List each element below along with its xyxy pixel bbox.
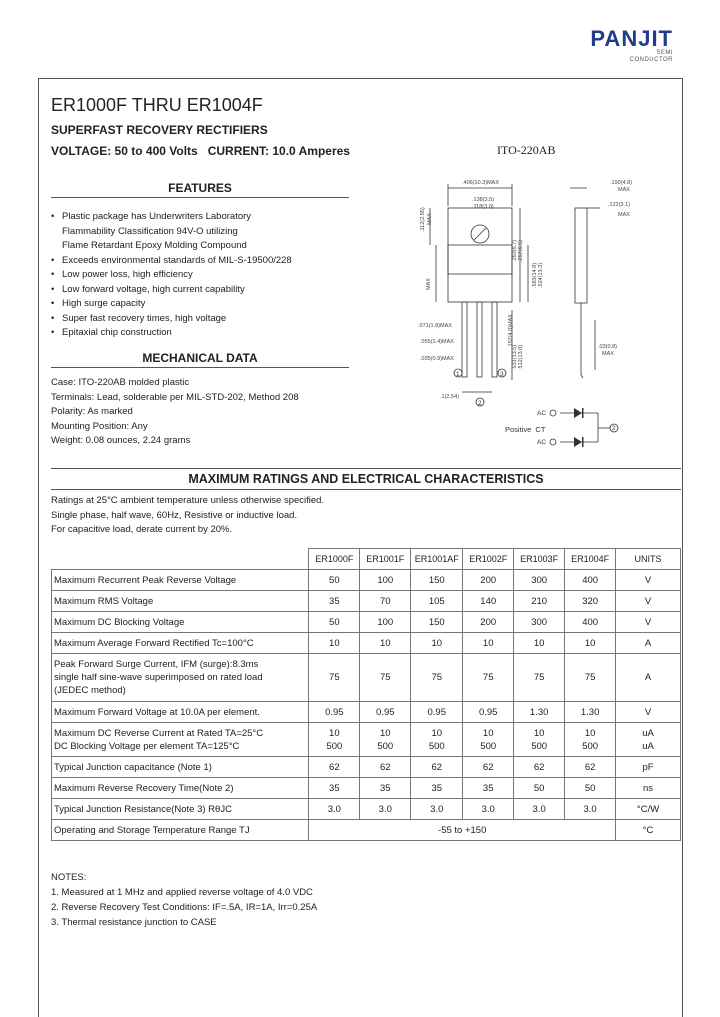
value-cell: 400: [565, 570, 616, 591]
value-cell: 200: [463, 612, 514, 633]
dim-label: .122(3.1): [608, 202, 631, 208]
dim-label: .524(13.3): [538, 262, 544, 288]
note-item: 3. Thermal resistance junction to CASE: [51, 917, 217, 928]
value-cell: 62: [463, 757, 514, 778]
unit-cell: V: [616, 591, 681, 612]
value-cell: 105: [411, 591, 463, 612]
ratings-intro: [51, 494, 324, 538]
feature-item: • Epitaxial chip construction: [51, 326, 292, 341]
note-item: 2. Reverse Recovery Test Conditions: IF=.5A, IR=1A, Irr=0.25A: [51, 902, 318, 913]
value-cell: 35: [309, 591, 360, 612]
col-header: ER1000F: [309, 549, 360, 570]
value-cell: 50: [565, 778, 616, 799]
unit-cell: °C: [616, 820, 681, 841]
feature-item: • Exceeds environmental standards of MIL-S-19500/228: [51, 254, 292, 269]
dim-label: .071(1.8)MAX: [418, 323, 452, 329]
value-cell: -55 to +150: [309, 820, 616, 841]
schematic-common-label: 2: [612, 425, 616, 432]
value-cell: 50: [514, 778, 565, 799]
lead-3: [492, 302, 497, 377]
value-cell: 10 500: [411, 723, 463, 757]
value-cell: 50: [309, 570, 360, 591]
brand-logo: [590, 28, 673, 64]
table-row: [52, 820, 681, 841]
param-cell: Maximum DC Blocking Voltage: [52, 612, 309, 633]
dim-label: .583(14.8): [532, 262, 538, 288]
pin-label: 2: [478, 400, 482, 407]
param-cell: Maximum DC Reverse Current at Rated TA=25°C DC Blocking Voltage per element TA=125°C: [52, 723, 309, 757]
value-cell: 3.0: [463, 799, 514, 820]
table-row: [52, 702, 681, 723]
value-cell: 62: [514, 757, 565, 778]
dim-label: MAX: [618, 212, 630, 218]
value-cell: 3.0: [565, 799, 616, 820]
value-cell: 62: [360, 757, 411, 778]
dim-label: .257(6.5): [518, 239, 524, 262]
unit-cell: uA uA: [616, 723, 681, 757]
mech-line: Weight: 0.08 ounces, 2.24 grams: [51, 435, 191, 446]
dim-label: .03(0.8): [598, 344, 617, 350]
schematic-pin3-label: AC: [537, 439, 547, 446]
table-row: [52, 723, 681, 757]
mech-line: Mounting Position: Any: [51, 420, 148, 432]
col-header: ER1001AF: [411, 549, 463, 570]
value-cell: 35: [463, 778, 514, 799]
diode-symbol-1: [574, 408, 582, 418]
dim-label: .118(3.0): [472, 204, 494, 210]
unit-cell: pF: [616, 757, 681, 778]
table-row: [52, 570, 681, 591]
notes-section: [51, 870, 317, 930]
param-cell: Peak Forward Surge Current, IFM (surge):8.3ms single half sine-wave superimposed on rated load (JEDEC method): [52, 654, 309, 702]
value-cell: 10: [309, 633, 360, 654]
param-cell: Maximum Average Forward Rectified Tc=100°C: [52, 633, 309, 654]
product-subtitle: SUPERFAST RECOVERY RECTIFIERS: [51, 123, 268, 137]
package-outline-diagram: [400, 170, 660, 460]
mechanical-heading: MECHANICAL DATA: [51, 351, 349, 368]
package-body: [448, 245, 512, 302]
features-heading: FEATURES: [51, 181, 349, 198]
intro-line: For capacitive load, derate current by 20%.: [51, 524, 233, 535]
value-cell: 10: [411, 633, 463, 654]
param-cell: Typical Junction Resistance(Note 3) RθJC: [52, 799, 309, 820]
dim-label: MAX: [618, 187, 630, 193]
side-view-body: [575, 208, 587, 303]
value-cell: 100: [360, 570, 411, 591]
param-cell: Maximum Reverse Recovery Time(Note 2): [52, 778, 309, 799]
value-cell: 210: [514, 591, 565, 612]
value-cell: 100: [360, 612, 411, 633]
value-cell: 3.0: [514, 799, 565, 820]
package-name: ITO-220AB: [497, 143, 556, 157]
value-cell: 320: [565, 591, 616, 612]
value-cell: 75: [411, 654, 463, 702]
value-cell: 75: [565, 654, 616, 702]
value-cell: 50: [309, 612, 360, 633]
value-cell: 75: [360, 654, 411, 702]
value-cell: 300: [514, 612, 565, 633]
value-cell: 35: [360, 778, 411, 799]
mech-line: Polarity: As marked: [51, 406, 133, 417]
value-cell: 10: [565, 633, 616, 654]
value-cell: 10 500: [463, 723, 514, 757]
unit-cell: °C/W: [616, 799, 681, 820]
ratings-table: [51, 548, 681, 841]
value-cell: 70: [360, 591, 411, 612]
dim-label: .190(4.8): [610, 180, 633, 186]
dim-label: .531(13.5): [512, 344, 518, 370]
value-cell: 0.95: [309, 702, 360, 723]
schematic-pin1-label: AC: [537, 410, 547, 417]
param-cell: Maximum Recurrent Peak Reverse Voltage: [52, 570, 309, 591]
unit-cell: A: [616, 633, 681, 654]
value-cell: 62: [565, 757, 616, 778]
dim-label: .1(2.54): [440, 394, 459, 400]
value-cell: 150: [411, 570, 463, 591]
col-header: ER1001F: [360, 549, 411, 570]
mechanical-data: [51, 376, 299, 449]
table-row: [52, 654, 681, 702]
value-cell: 10 500: [514, 723, 565, 757]
table-row: [52, 633, 681, 654]
value-cell: 3.0: [411, 799, 463, 820]
value-cell: 0.95: [463, 702, 514, 723]
value-cell: 150: [411, 612, 463, 633]
col-header: ER1002F: [463, 549, 514, 570]
dim-label: MAX: [427, 213, 433, 225]
mech-line: Case: ITO-220AB molded plastic: [51, 377, 190, 388]
value-cell: 10: [360, 633, 411, 654]
dim-label: .055(1.4)MAX: [420, 339, 454, 345]
header-param: [52, 549, 309, 570]
param-cell: Maximum Forward Voltage at 10.0A per element.: [52, 702, 309, 723]
unit-cell: V: [616, 570, 681, 591]
feature-item: • Low forward voltage, high current capability: [51, 283, 292, 298]
intro-line: Single phase, half wave, 60Hz, Resistive or inductive load.: [51, 509, 298, 521]
value-cell: 3.0: [360, 799, 411, 820]
param-cell: Maximum RMS Voltage: [52, 591, 309, 612]
logo-sub-2: CONDUCTOR: [629, 57, 673, 63]
value-cell: 1.30: [514, 702, 565, 723]
unit-cell: A: [616, 654, 681, 702]
table-header-row: [52, 549, 681, 570]
col-header: UNITS: [616, 549, 681, 570]
intro-line: Ratings at 25°C ambient temperature unless otherwise specified.: [51, 495, 325, 506]
features-list: [51, 210, 292, 341]
feature-item: • Plastic package has Underwriters Laboratory: [51, 210, 292, 225]
col-header: ER1003F: [514, 549, 565, 570]
notes-heading: NOTES:: [51, 872, 87, 883]
table-row: [52, 778, 681, 799]
value-cell: 35: [309, 778, 360, 799]
logo-sub-1: SEMI: [656, 50, 673, 56]
table-row: [52, 591, 681, 612]
dim-label: .157(4.0)MAX: [508, 314, 514, 348]
value-cell: 10 500: [309, 723, 360, 757]
value-cell: 3.0: [309, 799, 360, 820]
value-cell: 0.95: [411, 702, 463, 723]
ratings-heading: MAXIMUM RATINGS AND ELECTRICAL CHARACTERISTICS: [51, 468, 681, 490]
feature-item: • Low power loss, high efficiency: [51, 268, 292, 283]
value-cell: 0.95: [360, 702, 411, 723]
lead-2: [477, 302, 482, 377]
col-header: ER1004F: [565, 549, 616, 570]
value-cell: 75: [309, 654, 360, 702]
unit-cell: V: [616, 612, 681, 633]
dim-label: .112(2.85): [420, 207, 426, 232]
value-cell: 62: [411, 757, 463, 778]
table-row: [52, 757, 681, 778]
package-tab: [448, 208, 512, 274]
value-cell: 75: [463, 654, 514, 702]
value-cell: 35: [411, 778, 463, 799]
value-cell: 10 500: [360, 723, 411, 757]
param-cell: Typical Junction capacitance (Note 1): [52, 757, 309, 778]
pin-label: 3: [500, 371, 504, 378]
dim-label: .035(0.9)MAX: [420, 356, 454, 362]
value-cell: 10: [463, 633, 514, 654]
dim-label: MAX: [426, 278, 432, 290]
feature-item: • High surge capacity: [51, 297, 292, 312]
pin-label: 1: [456, 371, 460, 378]
voltage-current-line: VOLTAGE: 50 to 400 Volts CURRENT: 10.0 Amperes: [51, 144, 350, 158]
mech-line: Terminals: Lead, solderable per MIL-STD-202, Method 208: [51, 391, 299, 403]
feature-item: Flammability Classification 94V-O utilizing: [62, 225, 238, 237]
dim-label: .512(13.0): [518, 344, 524, 370]
schematic-caption: Positive CT: [505, 425, 546, 434]
note-item: 1. Measured at 1 MHz and applied reverse voltage of 4.0 VDC: [51, 887, 313, 898]
dim-label: .263(6.7): [512, 239, 518, 262]
diode-symbol-2: [574, 437, 582, 447]
feature-item: Flame Retardant Epoxy Molding Compound: [62, 240, 247, 251]
lead-1: [462, 302, 467, 377]
value-cell: 10: [514, 633, 565, 654]
value-cell: 400: [565, 612, 616, 633]
logo-text: PANJIT: [590, 26, 673, 51]
dim-label: .138(3.5): [472, 197, 495, 203]
value-cell: 75: [514, 654, 565, 702]
dim-label: .406(10.3)MAX: [462, 180, 499, 186]
page-title: ER1000F THRU ER1004F: [51, 95, 263, 115]
value-cell: 62: [309, 757, 360, 778]
value-cell: 200: [463, 570, 514, 591]
param-cell: Operating and Storage Temperature Range TJ: [52, 820, 309, 841]
table-row: [52, 799, 681, 820]
dim-label: MAX: [602, 351, 614, 357]
unit-cell: V: [616, 702, 681, 723]
value-cell: 300: [514, 570, 565, 591]
unit-cell: ns: [616, 778, 681, 799]
value-cell: 1.30: [565, 702, 616, 723]
value-cell: 10 500: [565, 723, 616, 757]
value-cell: 140: [463, 591, 514, 612]
table-row: [52, 612, 681, 633]
feature-item: • Super fast recovery times, high voltage: [51, 312, 292, 327]
